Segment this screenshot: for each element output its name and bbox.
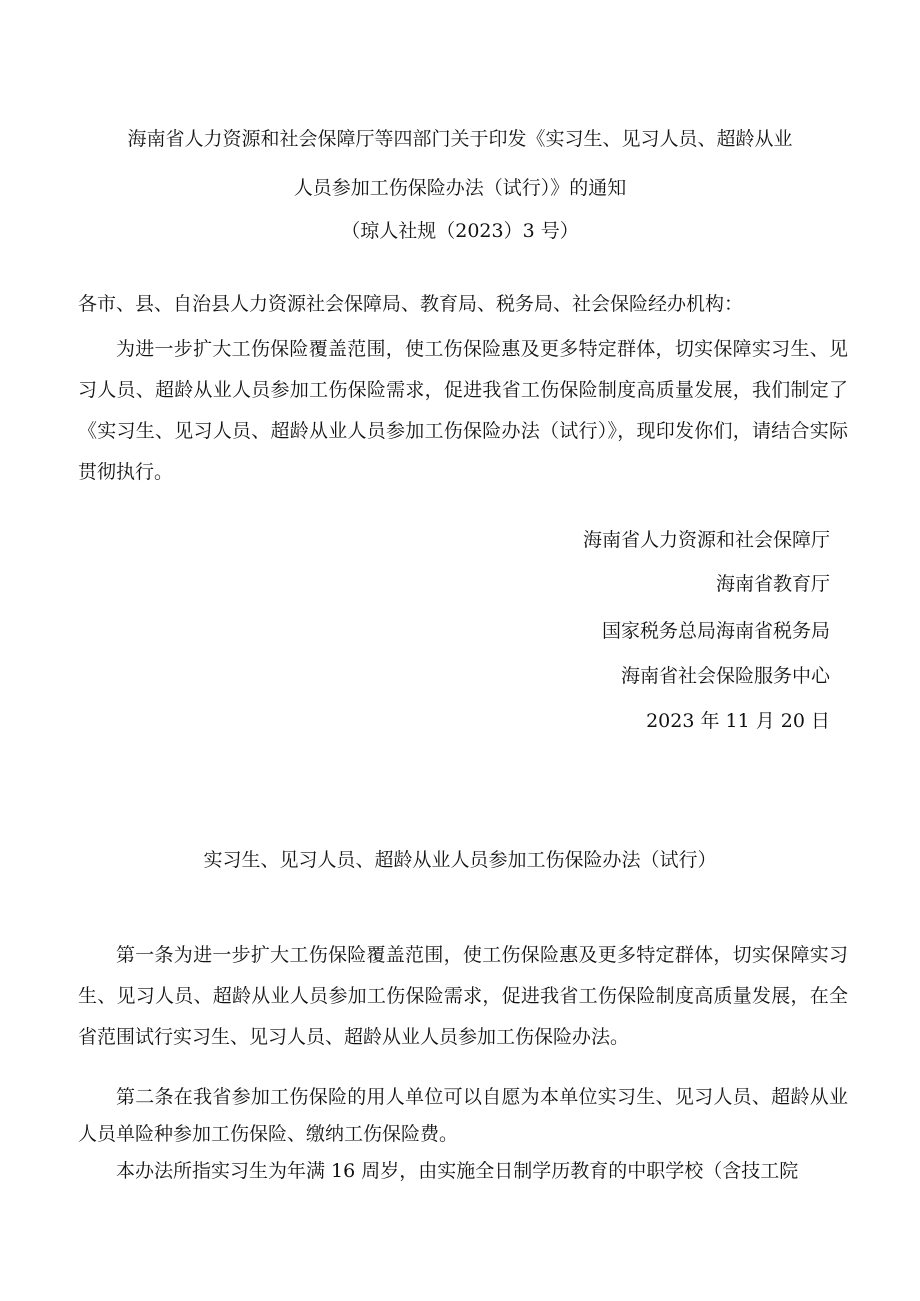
article-2-continuation: 本办法所指实习生为年满 16 周岁，由实施全日制学历教育的中职学校（含技工院 bbox=[116, 1160, 799, 1182]
signatory-education-department: 海南省教育厅 bbox=[715, 573, 830, 595]
notice-title-line-1: 海南省人力资源和社会保障厅等四部门关于印发《实习生、见习人员、超龄从业 bbox=[127, 128, 793, 150]
article-2-paragraph: 第二条在我省参加工伤保险的用人单位可以自愿为本单位实习生、见习人员、超龄从业人员单险种参加工伤保险、缴纳工伤保险费。 bbox=[78, 1086, 848, 1145]
notice-body-paragraph: 为进一步扩大工伤保险覆盖范围，使工伤保险惠及更多特定群体，切实保障实习生、见习人员、超龄从业人员参加工伤保险需求，促进我省工伤保险制度高质量发展，我们制定了《实习生、见习人员、超龄从业人员参加工伤保险办法（试行）》，现印发你们，请结合实际贯彻执行。 bbox=[78, 338, 848, 483]
addressee: 各市、县、自治县人力资源社会保障局、教育局、税务局、社会保险经办机构： bbox=[78, 293, 744, 315]
article-1-paragraph: 第一条为进一步扩大工伤保险覆盖范围，使工伤保险惠及更多特定群体，切实保障实习生、见习人员、超龄从业人员参加工伤保险需求，促进我省工伤保险制度高质量发展，在全省范围试行实习生、见习人员、超龄从业人员参加工伤保险办法。 bbox=[78, 944, 848, 1048]
signatory-hr-department: 海南省人力资源和社会保障厅 bbox=[582, 529, 830, 551]
measures-title: 实习生、见习人员、超龄从业人员参加工伤保险办法（试行） bbox=[203, 849, 717, 871]
signatory-social-insurance-center: 海南省社会保险服务中心 bbox=[620, 665, 830, 687]
document-number: （琼人社规（2023）3 号） bbox=[341, 220, 579, 242]
issue-date: 2023 年 11 月 20 日 bbox=[646, 710, 830, 732]
signatory-tax-bureau: 国家税务总局海南省税务局 bbox=[601, 620, 830, 642]
notice-title-line-2: 人员参加工伤保险办法（试行）》的通知 bbox=[293, 177, 627, 199]
